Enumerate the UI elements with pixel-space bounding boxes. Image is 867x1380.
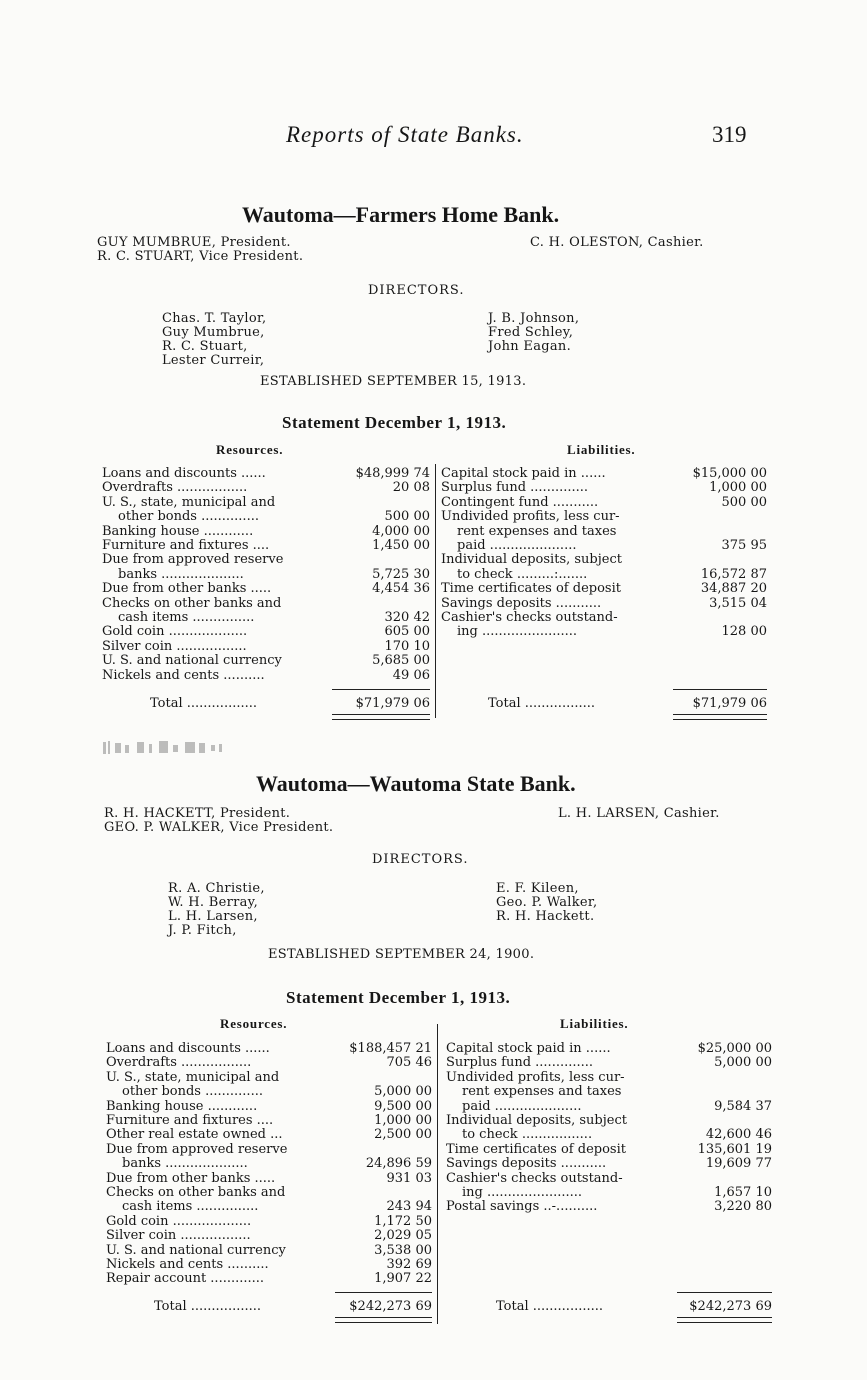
ledger-amount: 4,454 36 (372, 581, 430, 597)
ledger-row (106, 1071, 432, 1085)
liabilities-heading: Liabilities. (567, 442, 636, 457)
ledger-label: Furniture and fixtures .... (102, 539, 270, 553)
ledger-label: Capital stock paid in ...... (441, 467, 606, 481)
ledger-row (441, 467, 767, 481)
bank-title: Wautoma—Farmers Home Bank. (242, 202, 560, 227)
ledger-label: cash items ............... (118, 611, 255, 625)
bank-title: Wautoma—Wautoma State Bank. (256, 771, 576, 796)
ledger-row (441, 582, 767, 596)
ledger-row (106, 1186, 432, 1200)
ledger-label: Contingent fund ........... (441, 495, 599, 510)
ledger-row (102, 496, 430, 510)
director-name: W. H. Berray, (168, 895, 259, 910)
faded-stamp-mark (103, 739, 231, 761)
directors-heading: DIRECTORS. (372, 852, 469, 867)
resources-heading: Resources. (220, 1016, 288, 1031)
director-name: R. A. Christie, (168, 881, 265, 896)
ledger-row (106, 1272, 432, 1286)
ledger-amount: 5,685 00 (372, 653, 430, 669)
ledger-row (441, 625, 767, 639)
ledger-label: Savings deposits ........... (441, 596, 602, 611)
statement-heading: Statement December 1, 1913. (282, 413, 507, 432)
ledger-label: Nickels and cents .......... (106, 1258, 269, 1272)
total-row-liabilities (442, 697, 767, 711)
ledger-label: Undivided profits, less cur- (446, 1070, 625, 1085)
ledger-label: Gold coin ................... (102, 625, 248, 640)
ledger-row (446, 1143, 772, 1157)
ledger-amount: $48,999 74 (355, 466, 430, 481)
ledger-row (441, 525, 767, 539)
ledger-label: to check .........:....... (457, 567, 588, 582)
ledger-amount: 42,600 46 (705, 1127, 772, 1143)
director-name: R. C. Stuart, (162, 339, 248, 354)
ledger-row (106, 1229, 432, 1243)
directors-right-list (496, 882, 597, 924)
running-head: Reports of State Banks. (286, 122, 524, 147)
director-name: Guy Mumbrue, (162, 325, 265, 340)
ledger-amount: 500 00 (384, 509, 430, 525)
director-name: John Eagan. (488, 339, 572, 354)
page-number: 319 (712, 122, 747, 147)
ledger-row (106, 1100, 432, 1114)
ledger-row (106, 1244, 432, 1258)
total-label: Total ................. (488, 697, 596, 711)
ledger-label: Cashier's checks outstand- (441, 611, 618, 625)
ledger-row (106, 1085, 432, 1099)
sum-rule (332, 689, 430, 690)
total-label: Total ................. (496, 1300, 604, 1314)
ledger-label: Savings deposits ........... (446, 1157, 607, 1172)
ledger-row (446, 1114, 772, 1128)
ledger-label: ing ....................... (462, 1186, 583, 1200)
ledger-label: U. S. and national currency (102, 654, 282, 669)
ledger-label: Silver coin ................. (102, 639, 247, 654)
ledger-row (106, 1143, 432, 1157)
ledger-label: U. S., state, municipal and (106, 1070, 280, 1085)
directors-left-list (168, 882, 265, 938)
ledger-row (106, 1157, 432, 1171)
ledger-row (106, 1056, 432, 1070)
ledger-amount: 9,584 37 (714, 1098, 772, 1114)
ledger-row (102, 568, 430, 582)
director-name: R. H. Hackett. (496, 909, 595, 924)
ledger-row (441, 510, 767, 524)
ledger-row (106, 1042, 432, 1056)
ledger-label: other bonds .............. (122, 1085, 263, 1100)
director-name: Chas. T. Taylor, (162, 311, 267, 326)
ledger-amount: 605 00 (384, 624, 430, 640)
director-name: L. H. Larsen, (168, 909, 258, 924)
director-name: Fred Schley, (488, 325, 574, 340)
ledger-label: Gold coin ................... (106, 1214, 252, 1229)
ledger-amount: 1,450 00 (372, 538, 430, 553)
ledger-row (106, 1114, 432, 1128)
president-line: R. H. HACKETT, President. (104, 806, 291, 821)
ledger-amount: $15,000 00 (692, 466, 767, 481)
ledger-row (102, 582, 430, 596)
ledger-amount: 4,000 00 (372, 523, 430, 539)
ledger-amount: 500 00 (721, 494, 767, 510)
ledger-label: rent expenses and taxes (462, 1085, 622, 1100)
ledger-label: Loans and discounts ...... (102, 467, 266, 481)
double-rule (677, 1317, 772, 1323)
director-name: Lester Curreir, (162, 353, 265, 368)
ledger-label: Due from approved reserve (106, 1142, 288, 1157)
ledger-amount: 5,000 00 (374, 1084, 432, 1100)
sum-rule (335, 1292, 432, 1293)
ledger-amount: $25,000 00 (697, 1041, 772, 1056)
ledger-row (106, 1128, 432, 1142)
ledger-amount: 34,887 20 (700, 581, 767, 597)
ledger-row (102, 553, 430, 567)
total-amount: $242,273 69 (689, 1299, 772, 1314)
established-line: ESTABLISHED SEPTEMBER 15, 1913. (260, 374, 527, 389)
ledger-label: banks .................... (122, 1157, 248, 1172)
stamp-smudge-icon (103, 739, 231, 757)
cashier-line: C. H. OLESTON, Cashier. (530, 235, 704, 250)
ledger-label: cash items ............... (122, 1200, 259, 1215)
ledger-amount: 931 03 (386, 1170, 432, 1186)
president-line: GUY MUMBRUE, President. (97, 235, 291, 250)
director-name: J. P. Fitch, (168, 923, 237, 938)
total-row-resources (108, 1300, 432, 1314)
ledger-label: Banking house ............ (102, 524, 254, 539)
ledger-label: Checks on other banks and (106, 1186, 286, 1200)
ledger-label: banks .................... (118, 567, 244, 582)
ledger-label: Overdrafts ................. (106, 1056, 252, 1071)
ledger-amount: 1,172 50 (374, 1213, 432, 1229)
total-amount: $242,273 69 (349, 1299, 432, 1314)
ledger-amount: 9,500 00 (374, 1098, 432, 1114)
liabilities-heading: Liabilities. (560, 1016, 629, 1031)
ledger-label: Due from other banks ..... (102, 582, 272, 597)
ledger-label: Repair account ............. (106, 1272, 265, 1287)
ledger-row (441, 568, 767, 582)
ledger-label: Due from approved reserve (102, 553, 284, 568)
ledger-row (446, 1200, 772, 1214)
sum-rule (677, 1292, 772, 1293)
ledger-label: U. S., state, municipal and (102, 495, 276, 510)
ledger-label: Time certificates of deposit (446, 1142, 626, 1157)
ledger-amount: 1,000 00 (374, 1113, 432, 1128)
ledger-amount: 20 08 (392, 480, 430, 496)
vice-president-line: GEO. P. WALKER, Vice President. (104, 820, 334, 835)
established-line: ESTABLISHED SEPTEMBER 24, 1900. (268, 947, 535, 962)
resources-heading: Resources. (216, 442, 284, 457)
ledger-row (446, 1100, 772, 1114)
ledger-row (441, 496, 767, 510)
ledger-row (446, 1042, 772, 1056)
directors-heading: DIRECTORS. (368, 283, 465, 298)
ledger-label: Overdrafts ................. (102, 481, 248, 496)
ledger-row (106, 1215, 432, 1229)
ledger-amount: 16,572 87 (700, 566, 767, 582)
ledger-row (441, 539, 767, 553)
ledger-amount: 1,000 00 (709, 480, 767, 496)
ledger-row (446, 1128, 772, 1142)
ledger-amount: 49 06 (392, 667, 430, 683)
ledger-label: Checks on other banks and (102, 596, 282, 611)
ledger-row (102, 467, 430, 481)
ledger-row (102, 625, 430, 639)
ledger-label: Cashier's checks outstand- (446, 1171, 623, 1186)
ledger-row (446, 1085, 772, 1099)
ledger-amount: 5,000 00 (714, 1055, 772, 1071)
ledger-label: rent expenses and taxes (457, 524, 617, 539)
ledger-label: other bonds .............. (118, 510, 259, 525)
ledger-amount: 3,515 04 (709, 595, 767, 611)
ledger-row (102, 525, 430, 539)
ledger-row (446, 1056, 772, 1070)
ledger-amount: $188,457 21 (349, 1041, 432, 1056)
ledger-row (102, 510, 430, 524)
ledger-amount: 3,220 80 (714, 1199, 772, 1215)
ledger-label: to check ................. (462, 1128, 593, 1143)
ledger-amount: 2,500 00 (374, 1127, 432, 1143)
ledger-amount: 2,029 05 (374, 1228, 432, 1244)
ledger-label: ing ....................... (457, 625, 578, 640)
sum-rule (673, 689, 767, 690)
ledger-label: Surplus fund .............. (446, 1056, 594, 1071)
ledger-label: paid ..................... (462, 1099, 582, 1114)
vice-president-line: R. C. STUART, Vice President. (97, 249, 304, 264)
ledger-label: Nickels and cents .......... (102, 668, 265, 683)
double-rule (332, 714, 430, 720)
ledger-row (102, 597, 430, 611)
ledger-row (102, 654, 430, 668)
ledger-amount: 135,601 19 (697, 1141, 772, 1157)
ledger-row (446, 1071, 772, 1085)
director-name: E. F. Kileen, (496, 881, 579, 896)
total-amount: $71,979 06 (692, 696, 767, 711)
column-divider (435, 464, 436, 718)
double-rule (673, 714, 767, 720)
ledger-row (446, 1172, 772, 1186)
double-rule (335, 1317, 432, 1323)
ledger-row (102, 481, 430, 495)
ledger-label: Banking house ............ (106, 1099, 258, 1114)
ledger-amount: 1,907 22 (374, 1271, 432, 1287)
total-row-liabilities (446, 1300, 772, 1314)
ledger-label: Furniture and fixtures .... (106, 1114, 274, 1128)
ledger-label: U. S. and national currency (106, 1243, 286, 1258)
ledger-amount: 19,609 77 (705, 1156, 772, 1172)
ledger-amount: 705 46 (386, 1055, 432, 1071)
ledger-row (102, 611, 430, 625)
ledger-amount: 320 42 (384, 610, 430, 625)
ledger-amount: 24,896 59 (365, 1156, 432, 1172)
ledger-label: Surplus fund .............. (441, 481, 589, 496)
ledger-row (102, 539, 430, 553)
directors-left-list (162, 312, 267, 368)
ledger-amount: 243 94 (386, 1199, 432, 1215)
total-row-resources (102, 697, 430, 711)
column-divider (437, 1024, 438, 1324)
total-label: Total ................. (154, 1300, 262, 1314)
ledger-amount: 1,657 10 (714, 1185, 772, 1200)
ledger-label: Capital stock paid in ...... (446, 1042, 611, 1056)
ledger-label: Undivided profits, less cur- (441, 510, 620, 525)
ledger-row (102, 640, 430, 654)
ledger-row (441, 481, 767, 495)
ledger-label: Silver coin ................. (106, 1229, 251, 1244)
ledger-label: Individual deposits, subject (441, 553, 622, 568)
ledger-row (106, 1258, 432, 1272)
statement-heading: Statement December 1, 1913. (286, 988, 511, 1007)
ledger-label: paid ..................... (457, 539, 577, 553)
ledger-label: Loans and discounts ...... (106, 1042, 270, 1056)
total-amount: $71,979 06 (355, 696, 430, 711)
ledger-label: Time certificates of deposit (441, 582, 621, 597)
ledger-amount: 392 69 (386, 1257, 432, 1272)
ledger-row (446, 1186, 772, 1200)
ledger-label: Due from other banks ..... (106, 1171, 276, 1186)
total-label: Total ................. (150, 697, 258, 711)
directors-right-list (488, 312, 579, 354)
ledger-row (102, 669, 430, 683)
ledger-label: Other real estate owned ... (106, 1128, 283, 1143)
ledger-row (441, 553, 767, 567)
director-name: J. B. Johnson, (488, 311, 580, 326)
ledger-amount: 375 95 (721, 538, 767, 553)
ledger-amount: 170 10 (384, 638, 430, 654)
ledger-row (446, 1157, 772, 1171)
ledger-amount: 3,538 00 (374, 1242, 432, 1258)
ledger-row (441, 611, 767, 625)
ledger-row (441, 597, 767, 611)
director-name: Geo. P. Walker, (496, 895, 598, 910)
ledger-amount: 5,725 30 (372, 566, 430, 582)
ledger-label: Postal savings ..-.......... (446, 1200, 598, 1215)
ledger-row (106, 1200, 432, 1214)
ledger-row (106, 1172, 432, 1186)
ledger-amount: 128 00 (721, 624, 767, 640)
cashier-line: L. H. LARSEN, Cashier. (558, 806, 720, 821)
ledger-label: Individual deposits, subject (446, 1114, 627, 1128)
